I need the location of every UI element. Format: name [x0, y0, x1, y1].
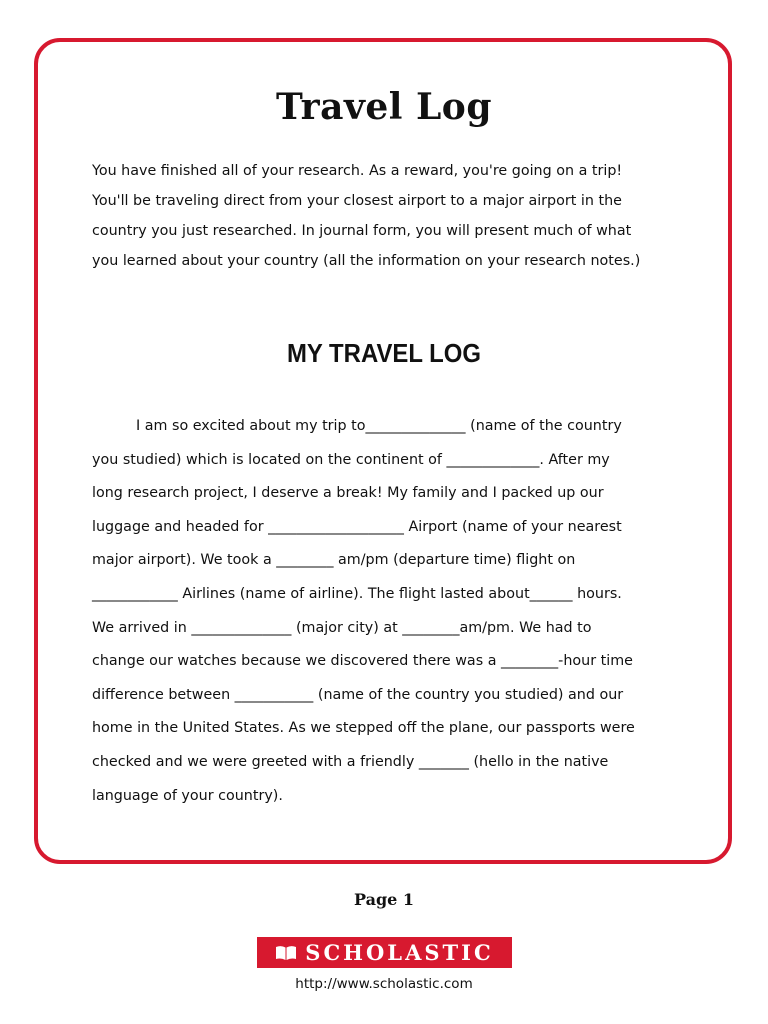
travel-log-paragraph — [92, 410, 692, 813]
intro-line: you learned about your country (all the information on your research notes.) — [92, 253, 641, 269]
page-number: Page 1 — [353, 890, 415, 909]
intro-line: You have finished all of your research. As a reward, you're going on a trip! — [92, 163, 623, 179]
story-line: you studied) which is located on the continent of _____________. After my — [92, 451, 610, 468]
scholastic-logo[interactable] — [257, 937, 512, 968]
story-line: ____________ Airlines (name of airline). The flight lasted about______ hours. — [92, 585, 622, 602]
page-title: Travel Log — [276, 86, 492, 128]
section-heading: MY TRAVEL LOG — [286, 338, 482, 368]
logo-wordmark: SCHOLASTIC — [305, 940, 494, 965]
story-line: luggage and headed for ___________________ Airport (name of your nearest — [92, 518, 622, 535]
intro-line: country you just researched. In journal form, you will present much of what — [92, 223, 632, 239]
intro-line: You'll be traveling direct from your closest airport to a major airport in the — [92, 193, 622, 209]
story-line: difference between ___________ (name of the country you studied) and our — [92, 686, 624, 703]
story-line: change our watches because we discovered there was a ________-hour time — [92, 653, 633, 670]
story-line: I am so excited about my trip to______________ (name of the country — [136, 418, 622, 434]
intro-paragraph — [92, 156, 682, 276]
story-line: home in the United States. As we stepped off the plane, our passports were — [92, 720, 635, 737]
open-book-icon — [275, 945, 297, 961]
story-line: language of your country). — [92, 787, 283, 804]
website-link[interactable]: http://www.scholastic.com — [295, 976, 473, 992]
story-line: checked and we were greeted with a friendly _______ (hello in the native — [92, 753, 609, 770]
story-line: major airport). We took a ________ am/pm (departure time) flight on — [92, 552, 576, 569]
story-line: long research project, I deserve a break! My family and I packed up our — [92, 485, 604, 502]
story-line: We arrived in ______________ (major city) at ________am/pm. We had to — [92, 619, 592, 636]
